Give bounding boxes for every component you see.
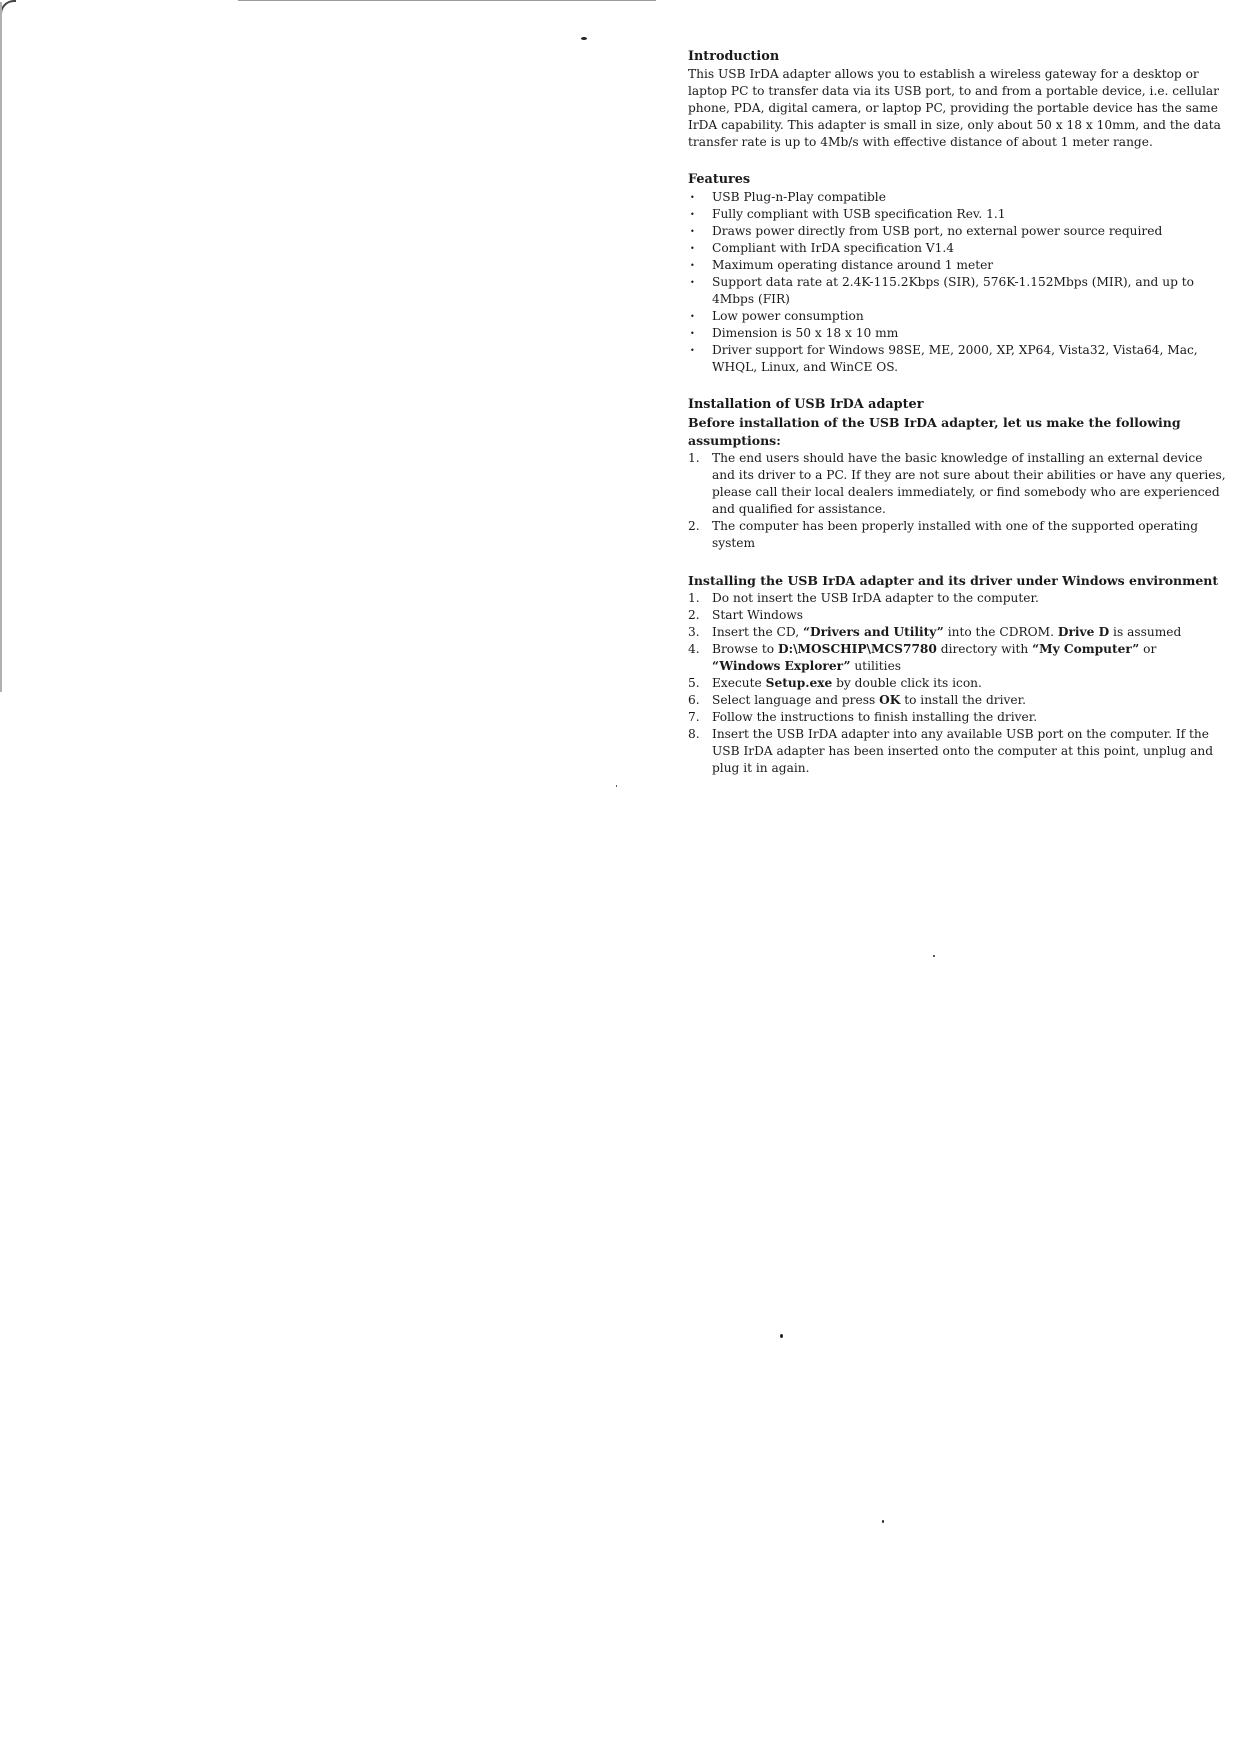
step-text: Browse to xyxy=(712,642,779,656)
step-text: Insert the CD, xyxy=(712,625,803,639)
scan-artifact-left-edge xyxy=(0,2,2,692)
step-text: to install the driver. xyxy=(900,693,1026,707)
list-item: • Driver support for Windows 98SE, ME, 2000, XP, XP64, Vista32, Vista64, Mac, WHQL, Linux, and WinCE OS. xyxy=(688,342,1228,376)
step-number: 7. xyxy=(688,710,700,724)
step-number: 8. xyxy=(688,727,700,741)
step-text: utilities xyxy=(850,659,902,673)
step-number: 2. xyxy=(688,608,700,622)
step-text: is assumed xyxy=(1109,625,1182,639)
windows-install-steps xyxy=(688,590,1228,777)
list-item: • Maximum operating distance around 1 meter xyxy=(688,257,1228,274)
step-number: 1. xyxy=(688,591,700,605)
list-item xyxy=(688,726,1228,777)
step-bold-text: OK xyxy=(879,693,901,707)
installation-section xyxy=(688,396,1228,552)
list-item xyxy=(688,709,1228,726)
step-text: Execute xyxy=(712,676,766,690)
scan-speck xyxy=(780,1334,783,1338)
document-column xyxy=(688,48,1228,797)
step-number: 4. xyxy=(688,642,700,656)
assumptions-list xyxy=(688,450,1228,552)
scan-artifact-corner xyxy=(0,0,16,18)
list-item xyxy=(688,624,1228,641)
step-bold-text: “Drivers and Utility” xyxy=(802,625,944,639)
step-number: 5. xyxy=(688,676,700,690)
step-text: The computer has been properly installed with one of the supported operating system xyxy=(712,519,1199,550)
list-item: • USB Plug-n-Play compatible xyxy=(688,189,1228,206)
list-item xyxy=(688,675,1228,692)
list-item: • Fully compliant with USB specification Rev. 1.1 xyxy=(688,206,1228,223)
step-bold-text: D:\MOSCHIP\MCS7780 xyxy=(778,642,937,656)
list-item: • Support data rate at 2.4K-115.2Kbps (SIR), 576K-1.152Mbps (MIR), and up to 4Mbps (FIR) xyxy=(688,274,1228,308)
step-text: or xyxy=(1139,642,1157,656)
step-text: Start Windows xyxy=(712,608,803,622)
step-text: Select language and press xyxy=(712,693,880,707)
introduction-body: This USB IrDA adapter allows you to establish a wireless gateway for a desktop or laptop PC to transfer data via its USB port, to and from a portable device, i.e. cellular phone, PDA, digital camera, or laptop PC, providing the portable device has the same IrDA capability. This adapter is small in size, only about 50 x 18 x 10mm, and the data transfer rate is up to 4Mb/s with effective distance of about 1 meter range. xyxy=(688,67,1221,149)
step-number: 6. xyxy=(688,693,700,707)
windows-install-section xyxy=(688,572,1228,777)
windows-install-heading: Installing the USB IrDA adapter and its driver under Windows environment xyxy=(688,573,1219,588)
introduction-section xyxy=(688,48,1228,151)
list-item: • Low power consumption xyxy=(688,308,1228,325)
features-section xyxy=(688,171,1228,376)
step-text: Insert the USB IrDA adapter into any available USB port on the computer. If the USB IrDA adapter has been inserted onto the computer at this point, unplug and plug it in again. xyxy=(712,727,1213,775)
step-text: The end users should have the basic knowledge of installing an external device and its driver to a PC. If they are not sure about their abilities or have any queries, please call their local dealers immediately, or find somebody who are experienced and qualified for assistance. xyxy=(712,451,1226,516)
list-item: • Dimension is 50 x 18 x 10 mm xyxy=(688,325,1228,342)
step-bold-text: “My Computer” xyxy=(1032,642,1140,656)
list-item xyxy=(688,518,1228,552)
step-text: by double click its icon. xyxy=(832,676,982,690)
list-item xyxy=(688,641,1228,675)
list-item xyxy=(688,692,1228,709)
scan-speck xyxy=(933,955,935,957)
step-number: 2. xyxy=(688,519,700,533)
scan-speck xyxy=(581,37,587,40)
list-item xyxy=(688,607,1228,624)
list-item: • Draws power directly from USB port, no external power source required xyxy=(688,223,1228,240)
introduction-heading: Introduction xyxy=(688,49,780,64)
step-bold-text: Setup.exe xyxy=(765,676,833,690)
list-item: • Compliant with IrDA specification V1.4 xyxy=(688,240,1228,257)
step-text: into the CDROM. xyxy=(943,625,1058,639)
step-bold-text: Drive D xyxy=(1057,625,1110,639)
step-bold-text: “Windows Explorer” xyxy=(712,659,851,673)
features-heading: Features xyxy=(688,172,751,187)
step-number: 3. xyxy=(688,625,700,639)
list-item xyxy=(688,450,1228,518)
scan-speck xyxy=(616,785,617,787)
installation-heading: Installation of USB IrDA adapter xyxy=(688,397,924,412)
list-item xyxy=(688,590,1228,607)
step-text: Follow the instructions to finish installing the driver. xyxy=(712,710,1038,724)
step-text: Do not insert the USB IrDA adapter to the computer. xyxy=(712,591,1039,605)
scan-speck xyxy=(882,1520,884,1523)
installation-subheading: Before installation of the USB IrDA adapter, let us make the following assumptions: xyxy=(688,415,1181,448)
step-number: 1. xyxy=(688,451,700,465)
scan-artifact-top-line xyxy=(238,0,656,1)
features-list xyxy=(688,189,1228,376)
step-text: directory with xyxy=(936,642,1033,656)
